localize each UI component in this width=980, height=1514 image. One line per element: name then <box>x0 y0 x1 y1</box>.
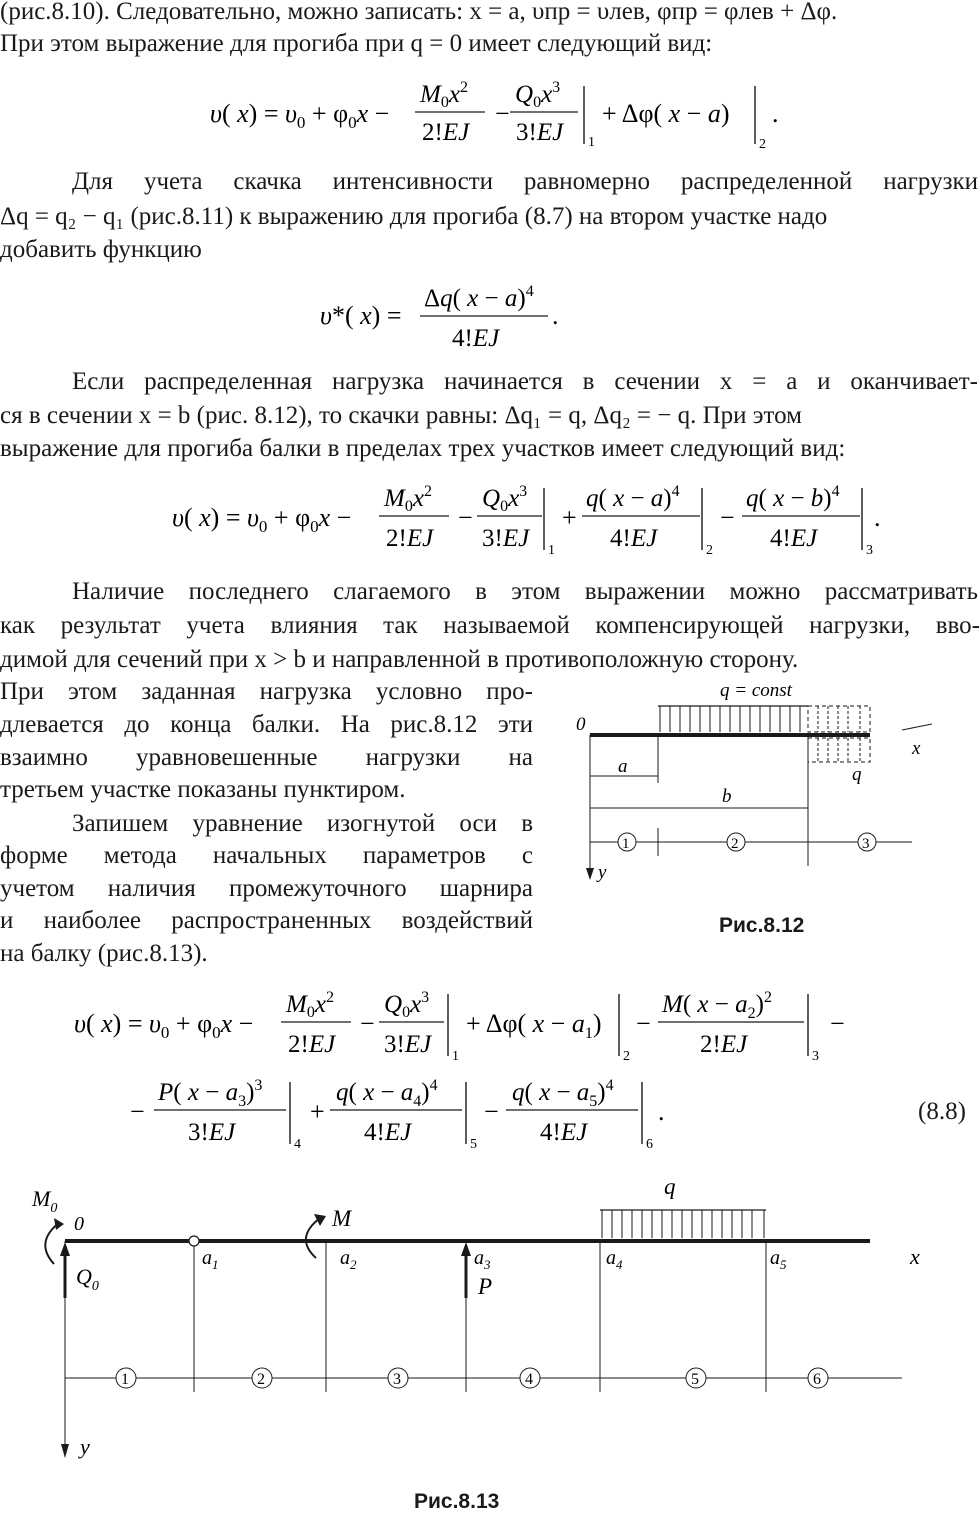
svg-text:1: 1 <box>452 1049 459 1064</box>
svg-text:2: 2 <box>623 1049 630 1064</box>
fig813-a3: $a_3$ <box>474 1247 491 1272</box>
text-p3b: ся в сечении x = b (рис. 8.12), то скачки равны: Δq₁ = q, Δq₂ = − q. При этом <box>0 402 802 429</box>
svg-text:3!EJ: 3!EJ <box>482 525 530 552</box>
svg-text:3: 3 <box>812 1049 819 1064</box>
svg-text:−: − <box>495 99 510 128</box>
svg-text:υ( x) = υ0 + φ0x −: υ( $x) = \upsilon_0 + \varphi_0x$ − <box>172 503 352 536</box>
svg-text:2!EJ: 2!EJ <box>422 119 470 146</box>
fig813-Q0: $Q_0$ <box>76 1264 99 1294</box>
svg-text:1: 1 <box>588 135 595 150</box>
svg-text:1: 1 <box>548 543 555 558</box>
fig813-a4: $a_4$ <box>606 1247 623 1272</box>
svg-text:−: − <box>458 503 473 532</box>
svg-text:3!EJ: 3!EJ <box>516 119 564 146</box>
svg-text:2!EJ: 2!EJ <box>386 525 434 552</box>
svg-text:4!EJ: 4!EJ <box>452 325 500 352</box>
text-c5: Запишем уравнение изогнутой оси в <box>72 810 533 837</box>
svg-text:+: + <box>562 503 577 532</box>
text-c7: учетом наличия промежуточного шарнира <box>0 875 533 902</box>
fig813-origin: 0 <box>74 1213 84 1235</box>
svg-text:3!EJ: 3!EJ <box>384 1031 432 1058</box>
fig812-seg-2: 2 <box>731 836 739 852</box>
svg-text:q( x − a4)4: q( $x - a_4)^4$ <box>336 1077 438 1110</box>
fig812-y-label: y <box>598 862 607 883</box>
fig812-seg-1: 1 <box>622 836 630 852</box>
text-c4: третьем участке показаны пунктиром. <box>0 776 406 803</box>
svg-text:−: − <box>360 1009 375 1038</box>
svg-text:4!EJ: 4!EJ <box>770 525 818 552</box>
fig812-q-label: q <box>852 764 862 785</box>
svg-text:q( x − a5)4: q( $x - a_5)^4$ <box>512 1077 614 1110</box>
svg-text:+ Δφ( x − a1): + Δφ( $x - a_1$) <box>466 1009 602 1042</box>
svg-text:2: 2 <box>706 543 713 558</box>
text-line-2: При этом выражение для прогиба при q = 0 имеет следующий вид: <box>0 30 713 57</box>
svg-text:3!EJ: 3!EJ <box>188 1119 236 1146</box>
text-p4b: как результат учета влияния так называемой компенсирующей нагрузки, вво- <box>0 612 980 639</box>
fig813-seg-1: 1 <box>121 1371 129 1388</box>
text-c6: форме метода начальных параметров с <box>0 842 533 869</box>
fig812-a-label: a <box>618 756 628 777</box>
equation-number: (8.8) <box>918 1098 966 1125</box>
figure-8-12 <box>570 678 930 898</box>
svg-text:4!EJ: 4!EJ <box>364 1119 412 1146</box>
svg-text:Q0x3: $Q_0x^3$ <box>515 79 561 111</box>
svg-text:Δq( x − a)4: Δq( x − a)$^4$ <box>424 283 534 312</box>
fig813-P: P <box>478 1274 493 1299</box>
svg-text:q( x − b)4: q( x − b)$^4$ <box>746 483 840 512</box>
text-c8: и наиболее распространенных воздействий <box>0 907 533 934</box>
fig812-x-label: x <box>912 738 921 759</box>
text-p3a: Если распределенная нагрузка начинается в сечении x = a и оканчивает- <box>72 368 978 395</box>
svg-text:−: − <box>720 503 735 532</box>
svg-text:υ*( x) =: υ*( x) = <box>320 301 402 330</box>
figure-8-13 <box>10 1172 970 1472</box>
fig813-seg-3: 3 <box>393 1371 401 1388</box>
svg-text:Q0x3: $Q_0x^3$ <box>482 483 528 515</box>
svg-text:−: − <box>130 1097 145 1126</box>
fig813-y-label: y <box>80 1434 90 1459</box>
svg-text:.: . <box>874 503 881 532</box>
fig813-q-label: q <box>664 1174 676 1199</box>
svg-text:q( x − a)4: q( x − a)$^4$ <box>586 483 680 512</box>
svg-text:4!EJ: 4!EJ <box>610 525 658 552</box>
text-c9: на балку (рис.8.13). <box>0 940 208 967</box>
text-p2a: Для учета скачка интенсивности равномерно распределенной нагрузки <box>72 168 978 195</box>
fig813-seg-4: 4 <box>525 1371 533 1388</box>
fig813-seg-2: 2 <box>257 1371 265 1388</box>
fig813-a1: $a_1$ <box>202 1247 219 1272</box>
svg-text:−: − <box>830 1009 845 1038</box>
fig812-origin: 0 <box>576 714 586 735</box>
fig813-a2: $a_2$ <box>340 1247 357 1272</box>
svg-text:υ( x) = υ0 + φ0x −: υ( $x) = \upsilon_0 + \varphi_0x$ − <box>74 1009 254 1042</box>
svg-text:P( x − a3)3: P( $x - a_3)^3$ <box>158 1077 263 1110</box>
fig812-seg-3: 3 <box>862 836 870 852</box>
text-p3c: выражение для прогиба балки в пределах трех участков имеет следующий вид: <box>0 435 846 462</box>
svg-text:−: − <box>636 1009 651 1038</box>
text-c1: При этом заданная нагрузка условно про- <box>0 678 533 705</box>
svg-text:4!EJ: 4!EJ <box>540 1119 588 1146</box>
fig813-seg-5: 5 <box>691 1371 699 1388</box>
fig813-M0: $M_0$ <box>32 1186 58 1216</box>
fig813-a5: $a_5$ <box>770 1247 787 1272</box>
svg-text:.: . <box>658 1097 665 1126</box>
text-p2c: добавить функцию <box>0 236 202 263</box>
text-p4c: димой для сечений при x > b и направленной в противоположную сторону. <box>0 646 799 673</box>
text-c2: длевается до конца балки. На рис.8.12 эти <box>0 711 533 738</box>
text-line-1: (рис.8.10). Следовательно, можно записать: x = a, υпр = υлев, φпр = φлев + Δφ. <box>0 0 838 25</box>
svg-text:6: 6 <box>646 1137 653 1152</box>
svg-text:4: 4 <box>294 1137 301 1152</box>
fig812-b-label: b <box>722 786 732 807</box>
fig812-load-label: q = const <box>720 680 792 701</box>
fig813-seg-6: 6 <box>813 1371 821 1388</box>
fig812-caption: Рис.8.12 <box>719 914 805 937</box>
fig813-caption: Рис.8.13 <box>414 1490 500 1513</box>
text-p4a: Наличие последнего слагаемого в этом выражении можно рассматривать <box>72 578 978 605</box>
svg-text:M0x2: $M_0x^2$ <box>286 989 334 1021</box>
svg-text:5: 5 <box>470 1137 477 1152</box>
svg-text:2!EJ: 2!EJ <box>288 1031 336 1058</box>
svg-text:.: . <box>552 301 559 330</box>
svg-text:3: 3 <box>866 543 873 558</box>
svg-text:+: + <box>310 1097 325 1126</box>
svg-text:2!EJ: 2!EJ <box>700 1031 748 1058</box>
svg-text:M( x − a2)2: M( $x - a_2)^2$ <box>662 989 772 1022</box>
svg-text:M0x2: $M_0x^2$ <box>384 483 432 515</box>
svg-text:−: − <box>484 1097 499 1126</box>
svg-text:2: 2 <box>759 137 766 152</box>
text-c3: взаимно уравновешенные нагрузки на <box>0 744 533 771</box>
fig813-M: M <box>332 1206 352 1231</box>
svg-text:+ Δφ( x − a): + Δφ( x − a) <box>602 99 730 128</box>
svg-text:.: . <box>772 99 779 128</box>
text-p2b: Δq = q₂ − q₁ (рис.8.11) к выражению для прогиба (8.7) на втором участке надо <box>0 203 828 230</box>
fig813-x-label: x <box>910 1244 920 1269</box>
svg-text:Q0x3: $Q_0x^3$ <box>384 989 430 1021</box>
svg-text:υ( x) = υ0 + φ0x −: υ( $x) = \upsilon_0 + \varphi_0x$ − <box>210 99 390 132</box>
svg-text:M0x2: $M_0x^2$ <box>420 79 468 111</box>
